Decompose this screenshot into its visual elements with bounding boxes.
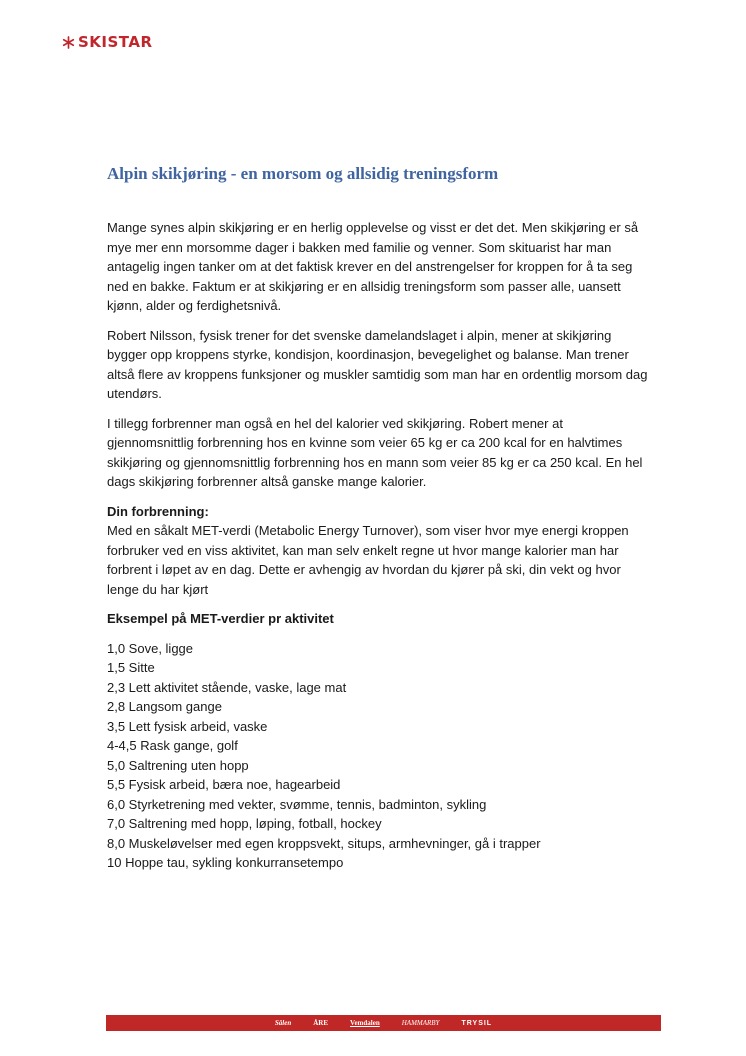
footer-brand-vemdalen: Vemdalen <box>350 1019 380 1027</box>
list-item: 2,8 Langsom gange <box>107 699 222 714</box>
section-heading: Din forbrenning: <box>107 503 209 519</box>
logo-text: SKISTAR <box>78 33 153 51</box>
snowflake-icon <box>62 36 75 49</box>
list-item: 6,0 Styrketrening med vekter, svømme, tennis, badminton, sykling <box>107 796 487 812</box>
footer-brand-trysil: TRYSIL <box>461 1019 493 1027</box>
list-item: 1,5 Sitte <box>107 660 155 675</box>
list-item: 8,0 Muskeløvelser med egen kroppsvekt, situps, armhevninger, gå i trapper <box>107 835 541 851</box>
footer-brand-hammarby: HAMMARBY <box>401 1019 440 1027</box>
list-item: 5,0 Saltrening uten hopp <box>107 757 249 773</box>
footer-brand-are: ÅRE <box>313 1019 329 1027</box>
list-item: 10 Hoppe tau, sykling konkurransetempo <box>107 855 344 870</box>
list-item: 5,5 Fysisk arbeid, bæra noe, hagearbeid <box>107 777 341 792</box>
skistar-logo <box>62 34 153 50</box>
met-list <box>107 639 652 873</box>
paragraph: Mange synes alpin skikjøring er en herlig opplevelse og visst er det det. Men skikjøring er så mye mer enn morsomme dager i bakken med familie og venner. Som skituarist har man antagelig ingen tanker om at det faktisk krever en del anstrengelser for kroppen for å ta seg ned en bakke. Faktum er at skikjøring er en allsidig treningsform som passer alle, uansett kjønn, alder og ferdighetsnivå. <box>107 220 639 313</box>
list-item: 4-4,5 Rask gange, golf <box>107 738 238 753</box>
list-item: 1,0 Sove, ligge <box>107 640 194 656</box>
document-body <box>107 218 652 873</box>
list-item: 7,0 Saltrening med hopp, løping, fotball, hockey <box>107 816 382 831</box>
list-item: 2,3 Lett aktivitet stående, vaske, lage mat <box>107 679 347 695</box>
list-item: 3,5 Lett fysisk arbeid, vaske <box>107 718 268 734</box>
footer-brand-bar <box>106 1015 661 1031</box>
paragraph: Robert Nilsson, fysisk trener for det svenske damelandslaget i alpin, mener at skikjøring bygger opp kroppens styrke, kondisjon, koordinasjon, bevegelighet og balanse. Man trener altså flere av kroppens funksjoner og muskler samtidig som man har en ordentlig morsom dag utendørs. <box>107 327 648 401</box>
footer-brand-salen: Sälen <box>274 1019 292 1027</box>
section-text: Med en såkalt MET-verdi (Metabolic Energy Turnover), som viser hvor mye energi kroppen forbruker ved en viss aktivitet, kan man selv enkelt regne ut hvor mange kalorier man har forbrent i løpet av en dag. Dette er avhengig av hvordan du kjører på ski, din vekt og hvor lenge du har kjørt <box>107 523 629 597</box>
paragraph: I tillegg forbrenner man også en hel del kalorier ved skikjøring. Robert mener at gjennomsnittlig forbrenning hos en kvinne som veier 65 kg er ca 200 kcal for en halvtimes skikjøring og gjennomsnittlig forbrenning hos en mann som veier 85 kg er ca 250 kcal. En hel dags skikjøring forbrenner altså ganske mange kalorier. <box>107 415 643 489</box>
document-title: Alpin skikjøring - en morsom og allsidig treningsform <box>107 164 499 183</box>
example-heading: Eksempel på MET-verdier pr aktivitet <box>107 611 334 626</box>
